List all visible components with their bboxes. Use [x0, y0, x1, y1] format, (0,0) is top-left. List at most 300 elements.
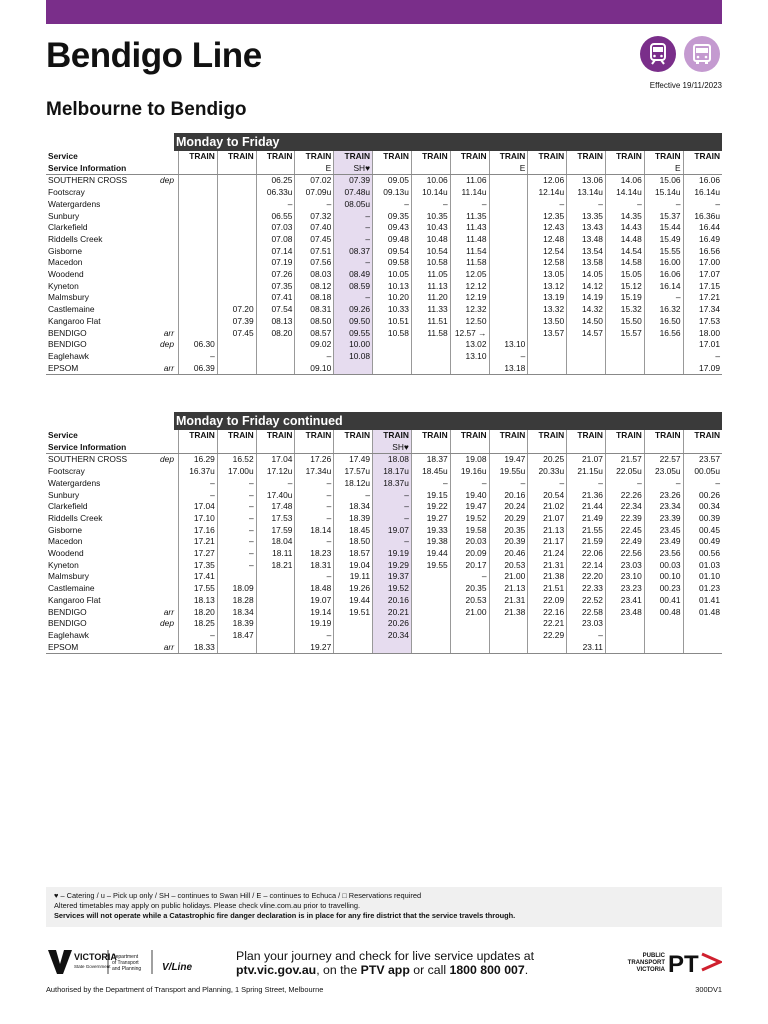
time-cell: 14.05 — [567, 269, 606, 281]
time-cell: – — [295, 478, 334, 490]
time-cell: 20.46 — [489, 548, 528, 560]
station-name: Gisborne — [48, 524, 82, 535]
station-name: Woodend — [48, 269, 84, 280]
time-cell — [179, 269, 218, 281]
time-cell: 14.35 — [605, 211, 644, 223]
time-cell: 16.14u — [683, 187, 722, 199]
time-cell: – — [295, 536, 334, 548]
page-title: Bendigo Line — [46, 36, 262, 75]
time-cell: – — [334, 222, 373, 234]
time-cell: 19.08 — [450, 454, 489, 466]
ptv-website-link[interactable]: ptv.vic.gov.au — [236, 963, 317, 977]
time-cell: 11.13 — [411, 281, 450, 293]
arr-dep-marker — [150, 490, 179, 502]
time-cell: 22.57 — [644, 454, 683, 466]
time-cell — [411, 618, 450, 630]
time-cell — [217, 175, 256, 187]
time-cell — [450, 442, 489, 454]
table-row — [46, 525, 722, 537]
time-cell: 15.19 — [605, 292, 644, 304]
arr-dep-marker — [150, 292, 179, 304]
time-cell: 19.37 — [373, 571, 412, 583]
time-cell: 11.54 — [450, 246, 489, 258]
time-cell: 10.00 — [334, 339, 373, 351]
time-cell: 22.20 — [567, 571, 606, 583]
time-cell: 19.19 — [373, 548, 412, 560]
time-cell: 19.27 — [411, 513, 450, 525]
time-cell: 23.11 — [567, 642, 606, 654]
time-cell: 17.07 — [683, 269, 722, 281]
arr-dep-marker: arr — [150, 642, 179, 654]
time-cell: 12.14u — [528, 187, 567, 199]
time-cell: – — [217, 525, 256, 537]
time-cell: 17.49 — [334, 454, 373, 466]
time-cell: 18.04 — [256, 536, 295, 548]
time-cell: 22.06 — [567, 548, 606, 560]
table-row — [46, 211, 722, 223]
time-cell: 22.21 — [528, 618, 567, 630]
time-cell — [179, 234, 218, 246]
arr-dep-marker: dep — [160, 618, 174, 629]
time-cell: 17.09 — [683, 363, 722, 375]
table-row — [46, 304, 722, 316]
time-cell: 16.36u — [683, 211, 722, 223]
time-cell — [683, 442, 722, 454]
arr-dep-marker — [150, 351, 179, 363]
station-name: Watergardens — [48, 477, 101, 488]
arr-dep-marker: dep — [160, 339, 174, 350]
time-cell: 16.29 — [179, 454, 218, 466]
vline-logo: V/Line — [162, 962, 193, 973]
time-cell: TRAIN — [644, 430, 683, 442]
time-cell — [567, 363, 606, 375]
time-cell: 11.05 — [411, 269, 450, 281]
time-cell: 18.28 — [217, 595, 256, 607]
time-cell — [217, 642, 256, 654]
time-cell: – — [334, 292, 373, 304]
time-cell — [217, 257, 256, 269]
time-cell: 17.10 — [179, 513, 218, 525]
time-cell: 20.16 — [373, 595, 412, 607]
time-cell: 07.56 — [295, 257, 334, 269]
time-cell — [217, 222, 256, 234]
time-cell: 21.31 — [489, 595, 528, 607]
time-cell: 17.35 — [179, 560, 218, 572]
station-name: Gisborne — [48, 245, 82, 256]
time-cell: TRAIN — [334, 151, 373, 163]
ptv-app-text: PTV app — [360, 963, 410, 977]
time-cell — [605, 351, 644, 363]
time-cell: 17.26 — [295, 454, 334, 466]
time-cell: – — [683, 199, 722, 211]
time-cell: 09.43 — [373, 222, 412, 234]
time-cell: – — [334, 234, 373, 246]
time-cell: 09.58 — [373, 257, 412, 269]
arr-dep-marker — [150, 163, 179, 175]
time-cell: 11.14u — [450, 187, 489, 199]
time-cell: 18.11 — [256, 548, 295, 560]
time-cell: 18.13 — [179, 595, 218, 607]
time-cell — [179, 222, 218, 234]
time-cell: 06.55 — [256, 211, 295, 223]
time-cell: 19.40 — [450, 490, 489, 502]
time-cell — [179, 257, 218, 269]
station-name: Riddells Creek — [48, 512, 103, 523]
arr-dep-marker — [150, 548, 179, 560]
time-cell: 17.40u — [256, 490, 295, 502]
time-cell: 07.51 — [295, 246, 334, 258]
time-cell: 08.12 — [295, 281, 334, 293]
time-cell: 22.33 — [567, 583, 606, 595]
time-cell: 12.12 — [450, 281, 489, 293]
time-cell — [528, 642, 567, 654]
time-cell: TRAIN — [217, 151, 256, 163]
station-name: Castlemaine — [48, 583, 95, 594]
station-name: SOUTHERN CROSS — [48, 454, 128, 465]
time-cell: 20.25 — [528, 454, 567, 466]
time-cell: 21.57 — [605, 454, 644, 466]
time-cell: 18.23 — [295, 548, 334, 560]
time-cell: 20.21 — [373, 607, 412, 619]
arr-dep-marker: arr — [163, 606, 174, 617]
time-cell — [528, 163, 567, 175]
time-cell: – — [411, 199, 450, 211]
time-cell: 14.06 — [605, 175, 644, 187]
time-cell — [179, 442, 218, 454]
time-cell: 09.13u — [373, 187, 412, 199]
arr-dep-marker — [150, 151, 179, 163]
time-cell: 10.20 — [373, 292, 412, 304]
station-name: BENDIGO — [48, 618, 87, 629]
time-cell: 09.35 — [373, 211, 412, 223]
time-cell: – — [644, 478, 683, 490]
authorisation-note: Authorised by the Department of Transport and Planning, 1 Spring Street, Melbourne — [46, 985, 324, 994]
time-cell: 07.14 — [256, 246, 295, 258]
arr-dep-marker: arr — [163, 327, 174, 338]
time-cell: – — [217, 513, 256, 525]
time-cell: 13.58 — [567, 257, 606, 269]
time-cell — [179, 316, 218, 328]
arr-dep-marker — [150, 316, 179, 328]
time-cell: 19.15 — [411, 490, 450, 502]
time-cell — [256, 339, 295, 351]
time-cell: 19.14 — [295, 607, 334, 619]
time-cell: 23.03 — [605, 560, 644, 572]
time-cell: 07.35 — [256, 281, 295, 293]
time-cell: 00.05u — [683, 466, 722, 478]
time-cell: 17.01 — [683, 339, 722, 351]
time-cell: 17.55 — [179, 583, 218, 595]
time-cell: – — [567, 199, 606, 211]
time-cell: 22.05u — [605, 466, 644, 478]
time-cell: 17.00 — [683, 257, 722, 269]
time-cell: 19.04 — [334, 560, 373, 572]
time-cell: 21.44 — [567, 501, 606, 513]
time-cell: 21.13 — [528, 525, 567, 537]
table-row — [46, 269, 722, 281]
time-cell: – — [683, 478, 722, 490]
time-cell — [411, 595, 450, 607]
time-cell: 10.35 — [411, 211, 450, 223]
time-cell — [373, 351, 412, 363]
time-cell: 11.58 — [450, 257, 489, 269]
time-cell — [489, 187, 528, 199]
time-cell — [489, 642, 528, 654]
time-cell: 18.00 — [683, 328, 722, 340]
time-cell: 00.49 — [683, 536, 722, 548]
time-cell: 10.58 — [373, 328, 412, 340]
time-cell — [179, 199, 218, 211]
time-cell: 09.05 — [373, 175, 412, 187]
time-cell: 17.53 — [683, 316, 722, 328]
time-cell: 17.27 — [179, 548, 218, 560]
time-cell: – — [644, 292, 683, 304]
table-row — [46, 560, 722, 572]
time-cell: 19.55u — [489, 466, 528, 478]
time-cell: 15.57 — [605, 328, 644, 340]
arr-dep-marker — [150, 501, 179, 513]
station-name: EPSOM — [46, 363, 150, 375]
time-cell — [567, 163, 606, 175]
time-cell — [644, 642, 683, 654]
station-name: Clarkefield — [48, 501, 88, 512]
time-cell: 19.38 — [411, 536, 450, 548]
time-cell: 00.56 — [683, 548, 722, 560]
time-cell — [489, 304, 528, 316]
time-cell — [179, 211, 218, 223]
time-cell — [489, 316, 528, 328]
time-cell: 12.50 — [450, 316, 489, 328]
time-cell: 16.50 — [644, 316, 683, 328]
time-cell — [179, 163, 218, 175]
time-cell — [644, 442, 683, 454]
time-cell: 13.06 — [567, 175, 606, 187]
time-cell: TRAIN — [567, 151, 606, 163]
arr-dep-marker — [150, 513, 179, 525]
time-cell: TRAIN — [256, 151, 295, 163]
arr-dep-marker — [150, 525, 179, 537]
time-cell: 20.35 — [489, 525, 528, 537]
time-cell: 08.59 — [334, 281, 373, 293]
timetable-weekday — [46, 133, 722, 375]
time-cell: 06.39 — [179, 363, 218, 375]
time-cell — [528, 363, 567, 375]
time-cell: 18.12u — [334, 478, 373, 490]
time-cell: 19.47 — [450, 501, 489, 513]
time-cell: E — [489, 163, 528, 175]
time-cell: 13.54 — [567, 246, 606, 258]
time-cell: 18.45 — [334, 525, 373, 537]
time-cell — [179, 187, 218, 199]
time-cell: 19.27 — [295, 642, 334, 654]
station-name: Malmsbury — [48, 292, 89, 303]
time-cell — [450, 618, 489, 630]
table-row — [46, 630, 722, 642]
time-cell: 15.32 — [605, 304, 644, 316]
time-cell: – — [295, 490, 334, 502]
time-cell: 00.39 — [683, 513, 722, 525]
time-cell: 13.10 — [450, 351, 489, 363]
time-cell: 17.34u — [295, 466, 334, 478]
time-cell: 18.33 — [179, 642, 218, 654]
time-cell: – — [334, 257, 373, 269]
timetable-grid — [46, 430, 722, 654]
time-cell: 20.33u — [528, 466, 567, 478]
station-name: Malmsbury — [48, 571, 89, 582]
time-cell: 22.26 — [605, 490, 644, 502]
time-cell: 07.39 — [217, 316, 256, 328]
time-cell: – — [605, 478, 644, 490]
time-cell: – — [373, 536, 412, 548]
time-cell: 11.06 — [450, 175, 489, 187]
station-name: Clarkefield — [48, 222, 88, 233]
time-cell — [179, 304, 218, 316]
time-cell: – — [217, 501, 256, 513]
time-cell: 17.59 — [256, 525, 295, 537]
time-cell: 15.12 — [605, 281, 644, 293]
time-cell: 22.14 — [567, 560, 606, 572]
time-cell: TRAIN — [179, 151, 218, 163]
station-name: BENDIGO — [48, 339, 87, 350]
time-cell: – — [450, 199, 489, 211]
time-cell: 14.54 — [605, 246, 644, 258]
table-row — [46, 363, 722, 375]
time-cell: 21.02 — [528, 501, 567, 513]
table-row — [46, 351, 722, 363]
station-name: Woodend — [48, 548, 84, 559]
legend-holiday-note: Altered timetables may apply on public holidays. Please check vline.com.au prior to travelling. — [54, 901, 361, 910]
time-cell: 15.14u — [644, 187, 683, 199]
station-name: Eaglehawk — [48, 629, 89, 640]
time-cell: 01.41 — [683, 595, 722, 607]
time-cell: 20.24 — [489, 501, 528, 513]
table-row — [46, 583, 722, 595]
time-cell: TRAIN — [567, 430, 606, 442]
time-cell: TRAIN — [528, 151, 567, 163]
time-cell — [217, 442, 256, 454]
time-cell: 12.06 — [528, 175, 567, 187]
arr-dep-marker — [150, 222, 179, 234]
time-cell: 18.39 — [334, 513, 373, 525]
time-cell: TRAIN — [489, 151, 528, 163]
time-cell: 01.03 — [683, 560, 722, 572]
time-cell: 09.55 — [334, 328, 373, 340]
time-cell: 12.05 — [450, 269, 489, 281]
time-cell: 21.38 — [489, 607, 528, 619]
time-cell: 20.09 — [450, 548, 489, 560]
table-row — [46, 187, 722, 199]
time-cell: – — [179, 490, 218, 502]
table-row — [46, 328, 722, 340]
time-cell: 16.56 — [644, 328, 683, 340]
timetable-grid — [46, 151, 722, 375]
time-cell: 11.35 — [450, 211, 489, 223]
time-cell — [256, 363, 295, 375]
time-cell: 18.14 — [295, 525, 334, 537]
time-cell: 08.31 — [295, 304, 334, 316]
arr-dep-marker — [150, 478, 179, 490]
time-cell: 09.50 — [334, 316, 373, 328]
time-cell: TRAIN — [683, 151, 722, 163]
time-cell — [605, 442, 644, 454]
time-cell: – — [256, 199, 295, 211]
time-cell: – — [295, 513, 334, 525]
time-cell: 21.13 — [489, 583, 528, 595]
time-cell: TRAIN — [295, 151, 334, 163]
time-cell: – — [683, 351, 722, 363]
time-cell — [411, 363, 450, 375]
table-row — [46, 430, 722, 442]
time-cell: 15.50 — [605, 316, 644, 328]
time-cell: 07.03 — [256, 222, 295, 234]
time-cell: 11.58 — [411, 328, 450, 340]
table-row — [46, 339, 722, 351]
time-cell — [411, 583, 450, 595]
time-cell: 20.26 — [373, 618, 412, 630]
time-cell: 10.48 — [411, 234, 450, 246]
time-cell: 07.32 — [295, 211, 334, 223]
time-cell: 19.29 — [373, 560, 412, 572]
time-cell: 11.20 — [411, 292, 450, 304]
time-cell: 18.20 — [179, 607, 218, 619]
time-cell — [528, 442, 567, 454]
time-cell — [605, 163, 644, 175]
time-cell: 10.43 — [411, 222, 450, 234]
ptv-mark: PT — [668, 951, 699, 978]
time-cell: 14.57 — [567, 328, 606, 340]
time-cell: 23.10 — [605, 571, 644, 583]
time-cell — [411, 630, 450, 642]
table-row — [46, 442, 722, 454]
time-cell: 12.43 — [528, 222, 567, 234]
time-cell: 16.56 — [683, 246, 722, 258]
svg-text:TRANSPORT: TRANSPORT — [627, 960, 665, 966]
time-cell: 18.48 — [295, 583, 334, 595]
time-cell: – — [217, 536, 256, 548]
time-cell: 18.47 — [217, 630, 256, 642]
table-row — [46, 151, 722, 163]
time-cell: 17.57u — [334, 466, 373, 478]
time-cell: 21.15u — [567, 466, 606, 478]
time-cell: 22.49 — [605, 536, 644, 548]
time-cell — [411, 163, 450, 175]
time-cell — [179, 175, 218, 187]
time-cell: TRAIN — [528, 430, 567, 442]
time-cell: 08.49 — [334, 269, 373, 281]
time-cell: 22.45 — [605, 525, 644, 537]
time-cell: 18.50 — [334, 536, 373, 548]
time-cell: – — [489, 351, 528, 363]
table-row — [46, 316, 722, 328]
arr-dep-marker — [150, 442, 179, 454]
time-cell: 08.37 — [334, 246, 373, 258]
plan-line1: Plan your journey and check for live service updates at — [236, 949, 535, 963]
table-row — [46, 257, 722, 269]
time-cell: 13.18 — [489, 363, 528, 375]
time-cell: 13.57 — [528, 328, 567, 340]
table-row — [46, 222, 722, 234]
time-cell — [217, 234, 256, 246]
station-name: Kyneton — [48, 280, 79, 291]
station-name: Service Information — [46, 163, 150, 175]
time-cell: 23.56 — [644, 548, 683, 560]
time-cell — [450, 363, 489, 375]
time-cell: 09.48 — [373, 234, 412, 246]
time-cell — [489, 269, 528, 281]
time-cell: 00.10 — [644, 571, 683, 583]
time-cell: 21.00 — [450, 607, 489, 619]
table-row — [46, 607, 722, 619]
